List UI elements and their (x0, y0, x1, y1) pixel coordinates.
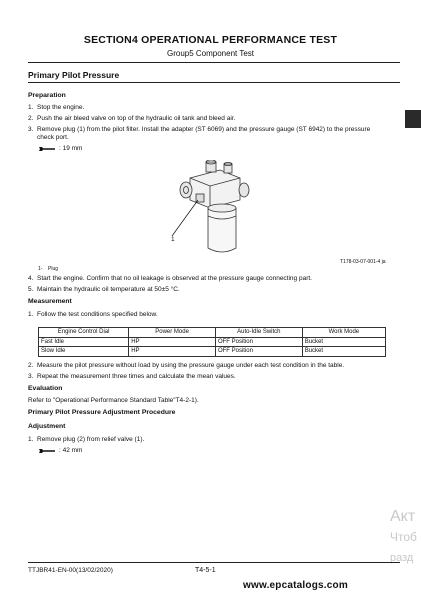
step-4: 4. Start the engine. Confirm that no oil leakage is observed at the pressure gauge connecting part. (28, 275, 312, 282)
table-row (39, 337, 386, 347)
adjustment-procedure-heading: Primary Pilot Pressure Adjustment Procedure (28, 409, 176, 416)
primary-pilot-pressure-heading: Primary Pilot Pressure (28, 70, 120, 80)
col-work-mode: Work Mode (302, 328, 385, 338)
evaluation-text: Refer to "Operational Performance Standard Table"T4-2-1). (28, 397, 199, 404)
adjustment-step-1: 1. Remove plug (2) from relief valve (1). (28, 436, 145, 443)
table-cell: HP (129, 347, 216, 357)
col-engine-control-dial: Engine Control Dial (39, 328, 129, 338)
site-link[interactable]: www.epcatalogs.com (243, 580, 348, 591)
wrench-icon (38, 448, 56, 454)
section-divider (28, 82, 400, 83)
preparation-heading: Preparation (28, 92, 66, 99)
callout-leader-line (172, 200, 198, 236)
section-tab-marker (405, 110, 421, 128)
wrench-size-19: : 19 mm (38, 145, 82, 152)
step-5: 5. Maintain the hydraulic oil temperature at 50±5 °C. (28, 286, 180, 293)
prep-step-1: 1. Stop the engine. (28, 104, 85, 111)
test-conditions-table (38, 327, 386, 357)
document-code: TTJBR41-EN-00(13/02/2020) (28, 567, 113, 574)
table-cell: Bucket (302, 337, 385, 347)
table-header-row (39, 328, 386, 338)
table-cell: Fast Idle (39, 337, 129, 347)
col-auto-idle-switch: Auto-Idle Switch (215, 328, 302, 338)
adjustment-heading: Adjustment (28, 423, 66, 430)
activation-watermark: Чтоб (390, 530, 417, 544)
measurement-heading: Measurement (28, 298, 72, 305)
table-cell: HP (129, 337, 216, 347)
section-title: SECTION4 OPERATIONAL PERFORMANCE TEST (83, 34, 338, 46)
pilot-filter-illustration (150, 160, 270, 260)
col-power-mode: Power Mode (129, 328, 216, 338)
figure-reference: T178-03-07-001-4 ja (340, 259, 386, 265)
activation-watermark: Акт (390, 508, 416, 525)
activation-watermark: разд (390, 552, 414, 564)
evaluation-heading: Evaluation (28, 385, 63, 392)
wrench-icon (38, 146, 56, 152)
table-cell: OFF Position (215, 337, 302, 347)
measurement-step-1: 1. Follow the test conditions specified below. (28, 311, 158, 318)
figure-callout-1: 1 (171, 236, 175, 243)
table-row (39, 347, 386, 357)
prep-step-2: 2. Push the air bleed valve on top of the hydraulic oil tank and bleed air. (28, 115, 236, 122)
prep-step-3: 3. Remove plug (1) from the pilot filter. Install the adapter (ST 6069) and the pressure gauge (ST 6942) to the pressure check port. (28, 126, 371, 142)
figure-legend: 1- Plug (38, 266, 59, 272)
footer-divider (28, 562, 400, 563)
table-cell: Slow Idle (39, 347, 129, 357)
header-divider (28, 62, 400, 63)
table-cell: OFF Position (215, 347, 302, 357)
measurement-step-2: 2. Measure the pilot pressure without load by using the pressure gauge under each test condition in the table. (28, 362, 345, 369)
wrench-size-42: : 42 mm (38, 447, 82, 454)
page-number: T4-5-1 (195, 567, 216, 574)
measurement-step-3: 3. Repeat the measurement three times and calculate the mean values. (28, 373, 236, 380)
group-subtitle: Group5 Component Test (166, 49, 254, 58)
table-cell: Bucket (302, 347, 385, 357)
